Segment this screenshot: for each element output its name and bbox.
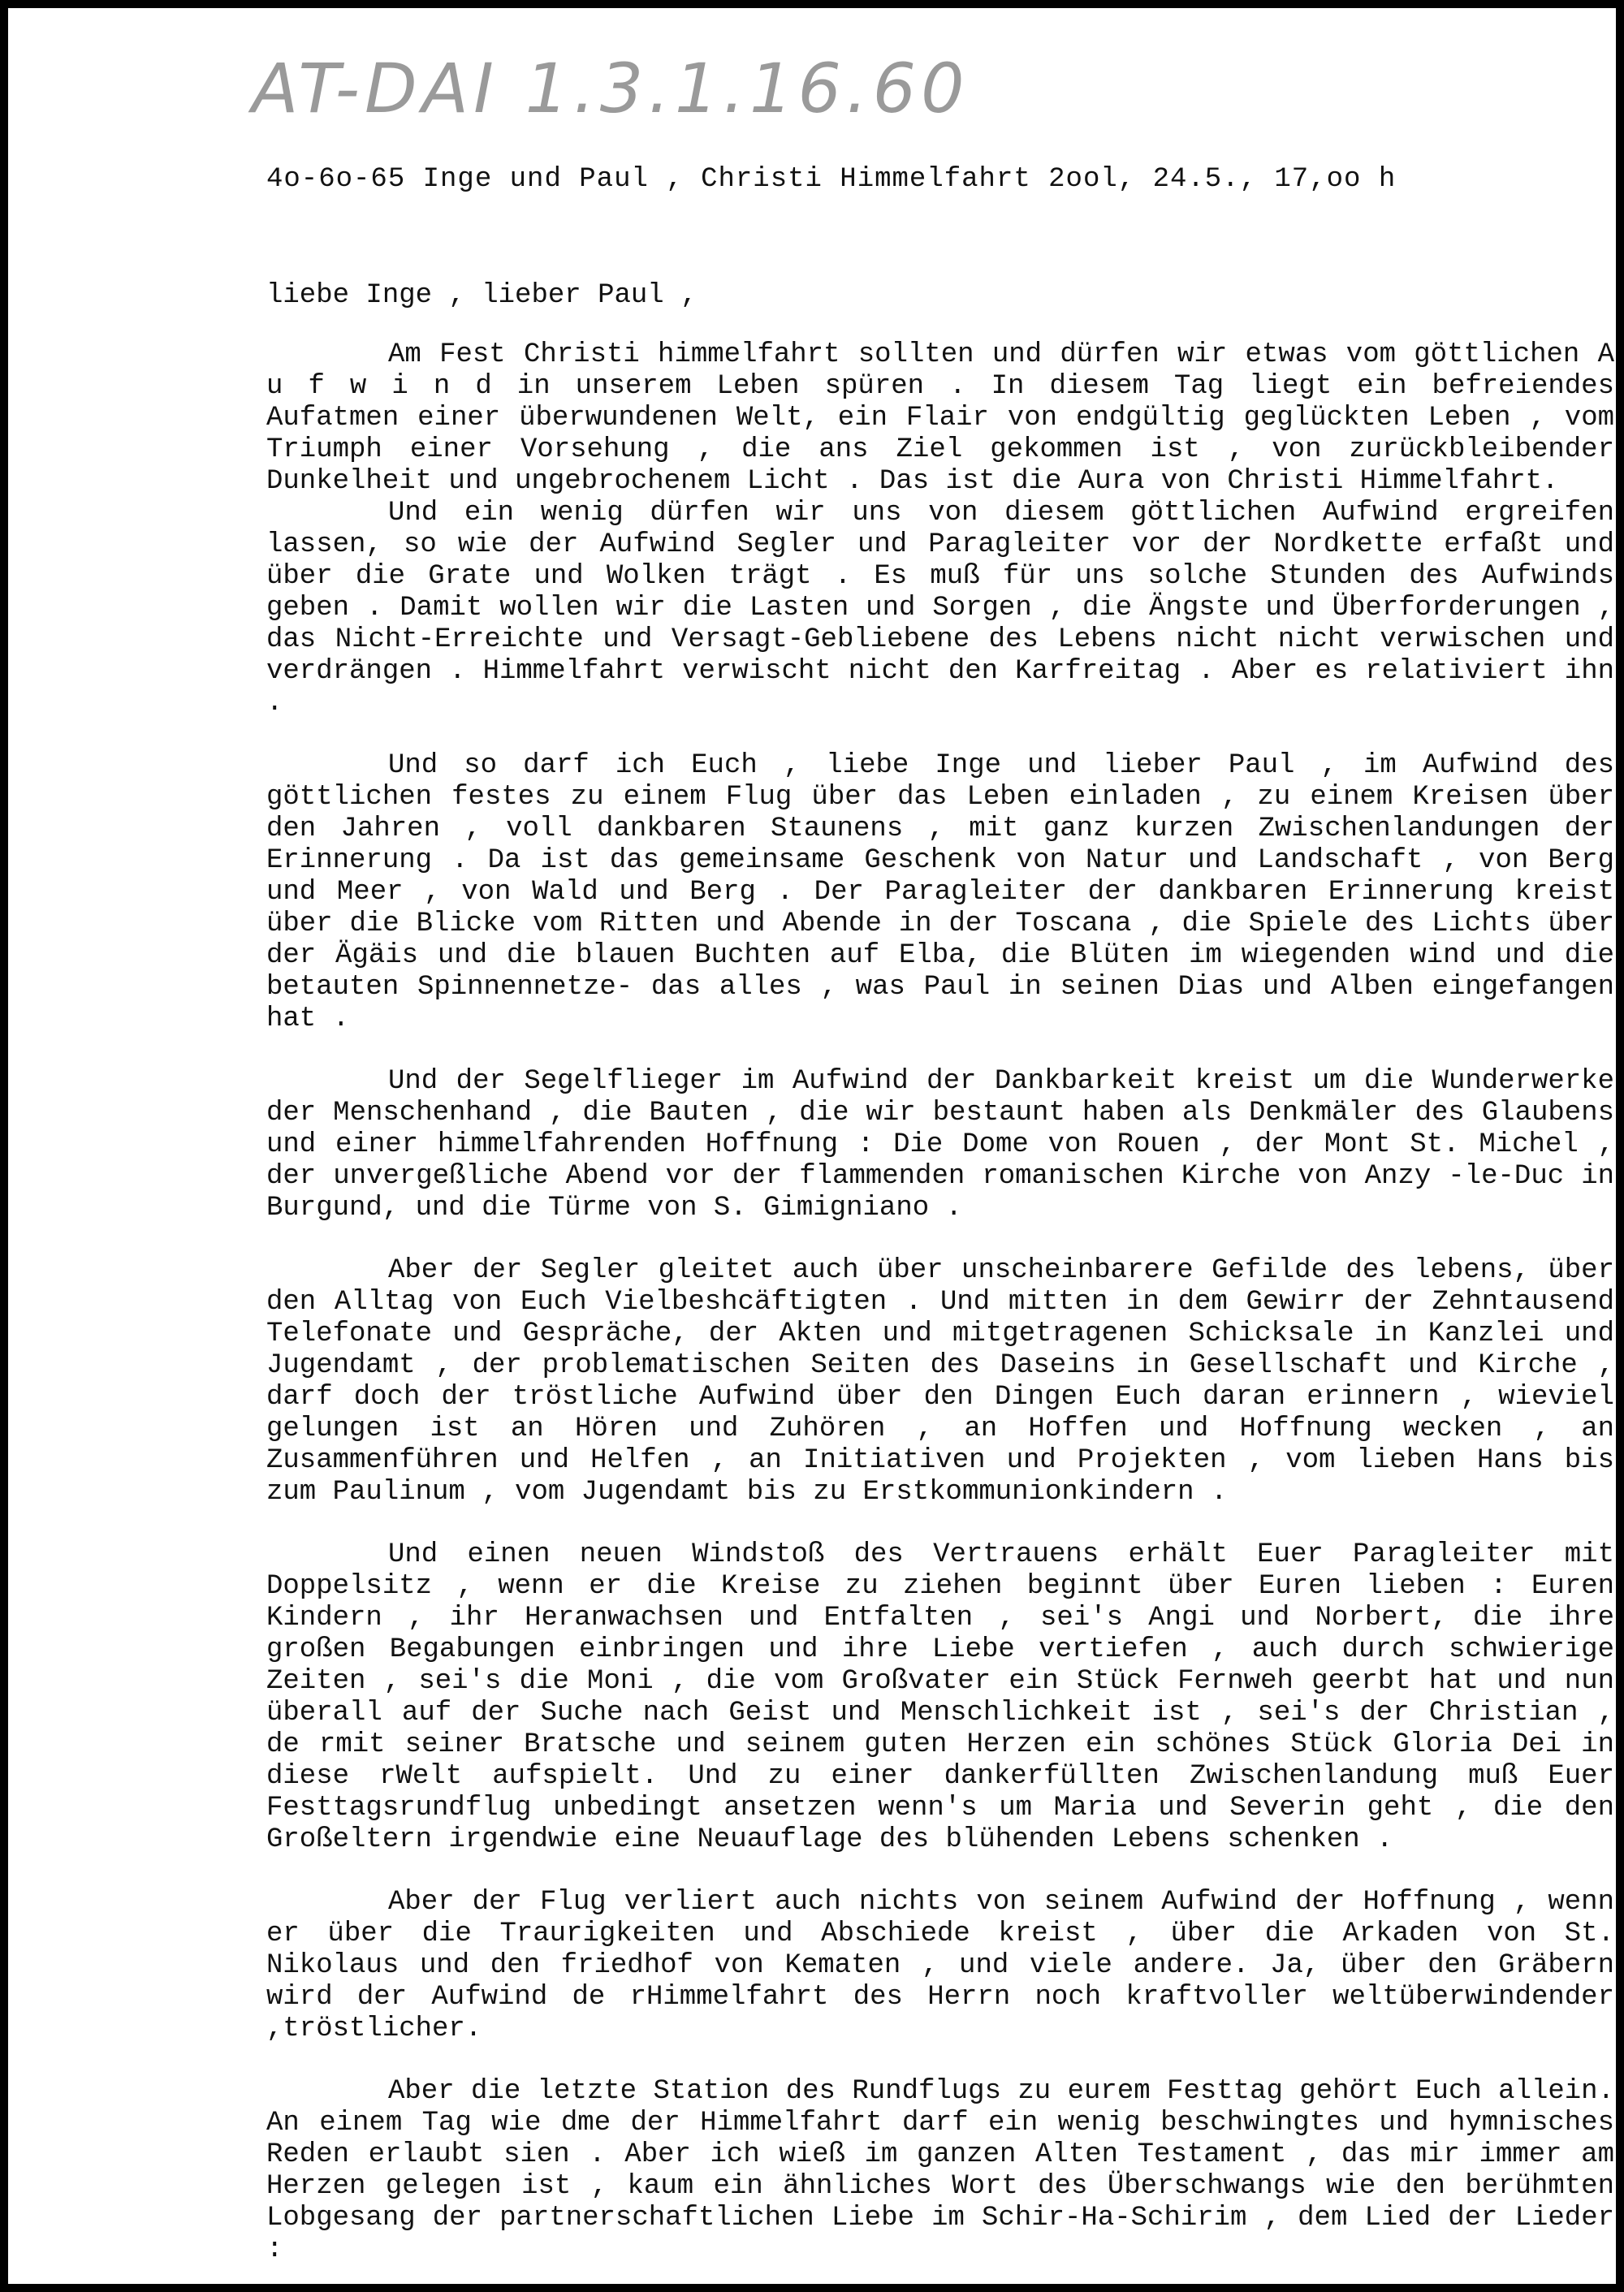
paragraph: Aber der Segler gleitet auch über unscheinbarere Gefilde des lebens, über den Alltag von Euch Vielbeshcäftigten . Und mitten in dem Gewirr der Zehntausend Telefonate und Gespräche, der Akten und mitgetragenen Schicksale in Kanzlei und Jugendamt , der problematischen Seiten des Daseins in Gesellschaft und Kirche , darf doch der tröstliche Aufwind über den Dingen Euch daran erinnern , wieviel gelungen ist an Hören und Zuhören , an Hoffen und Hoffnung wecken , an Zusammenführen und Helfen , an Initiativen und Projekten , vom lieben Hans bis zum Paulinum , vom Jugendamt bis zu Erstkommunionkindern .	[266, 1255, 1614, 1508]
paragraph: Am Fest Christi himmelfahrt sollten und dürfen wir etwas vom göttlichen A u f w i n d in unserem Leben spüren . In diesem Tag liegt ein befreiendes Aufatmen einer überwundenen Welt, ein Flair von endgültig geglückten Leben , vom Triumph einer Vorsehung , die ans Ziel gekommen ist , von zurückbleibender Dunkelheit und ungebrochenem Licht . Das ist die Aura von Christi Himmelfahrt.	[266, 339, 1614, 497]
letter-heading: 4o-6o-65 Inge und Paul , Christi Himmelfahrt 2ool, 24.5., 17,oo h	[266, 164, 1397, 195]
paragraph: Und so darf ich Euch , liebe Inge und lieber Paul , im Aufwind des göttlichen festes zu einem Flug über das Leben einladen , zu einem Kreisen über den Jahren , voll dankbaren Staunens , mit ganz kurzen Zwischenlandungen der Erinnerung . Da ist das gemeinsame Geschenk von Natur und Landschaft , von Berg und Meer , von Wald und Berg . Der Paragleiter der dankbaren Erinnerung kreist über die Blicke vom Ritten und Abende in der Toscana , die Spiele des Lichts über der Ägäis und die blauen Buchten auf Elba, die Blüten im wiegenden wind und die betauten Spinnennetze- das alles , was Paul in seinen Dias und Alben eingefangen hat .	[266, 750, 1614, 1034]
letter-page	[8, 8, 1616, 2284]
paragraph: Aber die letzte Station des Rundflugs zu eurem Festtag gehört Euch allein. An einem Tag wie dme der Himmelfahrt darf ein wenig beschwingtes und hymnisches Reden erlaubt sien . Aber ich wieß im ganzen Alten Testament , das mir immer am Herzen gelegen ist , kaum ein ähnliches Wort des Überschwangs wie den berühmten Lobgesang der partnerschaftlichen Liebe im Schir-Ha-Schirim , dem Lied der Lieder :	[266, 2076, 1614, 2265]
paragraph: Und der Segelflieger im Aufwind der Dankbarkeit kreist um die Wunderwerke der Menschenhand , die Bauten , die wir bestaunt haben als Denkmäler des Glaubens und einer himmelfahrenden Hoffnung : Die Dome von Rouen , der Mont St. Michel , der unvergeßliche Abend vor der flammenden romanischen Kirche von Anzy -le-Duc in Burgund, und die Türme von S. Gimigniano .	[266, 1066, 1614, 1224]
salutation: liebe Inge , lieber Paul ,	[266, 280, 698, 311]
paragraph: Und einen neuen Windstoß des Vertrauens erhält Euer Paragleiter mit Doppelsitz , wenn er die Kreise zu ziehen beginnt über Euren lieben : Euren Kindern , ihr Heranwachsen und Entfalten , sei's Angi und Norbert, die ihre großen Begabungen einbringen und ihre Liebe vertiefen , auch durch schwierige Zeiten , sei's die Moni , die vom Großvater ein Stück Fernweh geerbt hat und nun überall auf der Suche nach Geist und Menschlichkeit ist , sei's der Christian , de rmit seiner Bratsche und seinem guten Herzen ein schönes Stück Gloria Dei in diese rWelt aufspielt. Und zu einer dankerfüllten Zwischenlandung muß Euer Festtagsrundflug unbedingt ansetzen wenn's um Maria und Severin geht , die den Großeltern irgendwie eine Neuauflage des blühenden Lebens schenken .	[266, 1539, 1614, 1855]
archive-reference: AT-DAI 1.3.1.16.60	[252, 49, 970, 128]
paragraph: Aber der Flug verliert auch nichts von seinem Aufwind der Hoffnung , wenn er über die Traurigkeiten und Abschiede kreist , über die Arkaden von St. Nikolaus und den friedhof von Kematen , und viele andere. Ja, über den Gräbern wird der Aufwind de rHimmelfahrt des Herrn noch kraftvoller weltüberwindender ,tröstlicher.	[266, 1887, 1614, 2044]
paragraph: Und ein wenig dürfen wir uns von diesem göttlichen Aufwind ergreifen lassen, so wie der Aufwind Segler und Paragleiter vor der Nordkette erfaßt und über die Grate und Wolken trägt . Es muß für uns solche Stunden des Aufwinds geben . Damit wollen wir die Lasten und Sorgen , die Ängste und Überforderungen , das Nicht-Erreichte und Versagt-Gebliebene des Lebens nicht nicht verwischen und verdrängen . Himmelfahrt verwischt nicht den Karfreitag . Aber es relativiert ihn .	[266, 498, 1614, 719]
letter-body	[266, 164, 1614, 2266]
